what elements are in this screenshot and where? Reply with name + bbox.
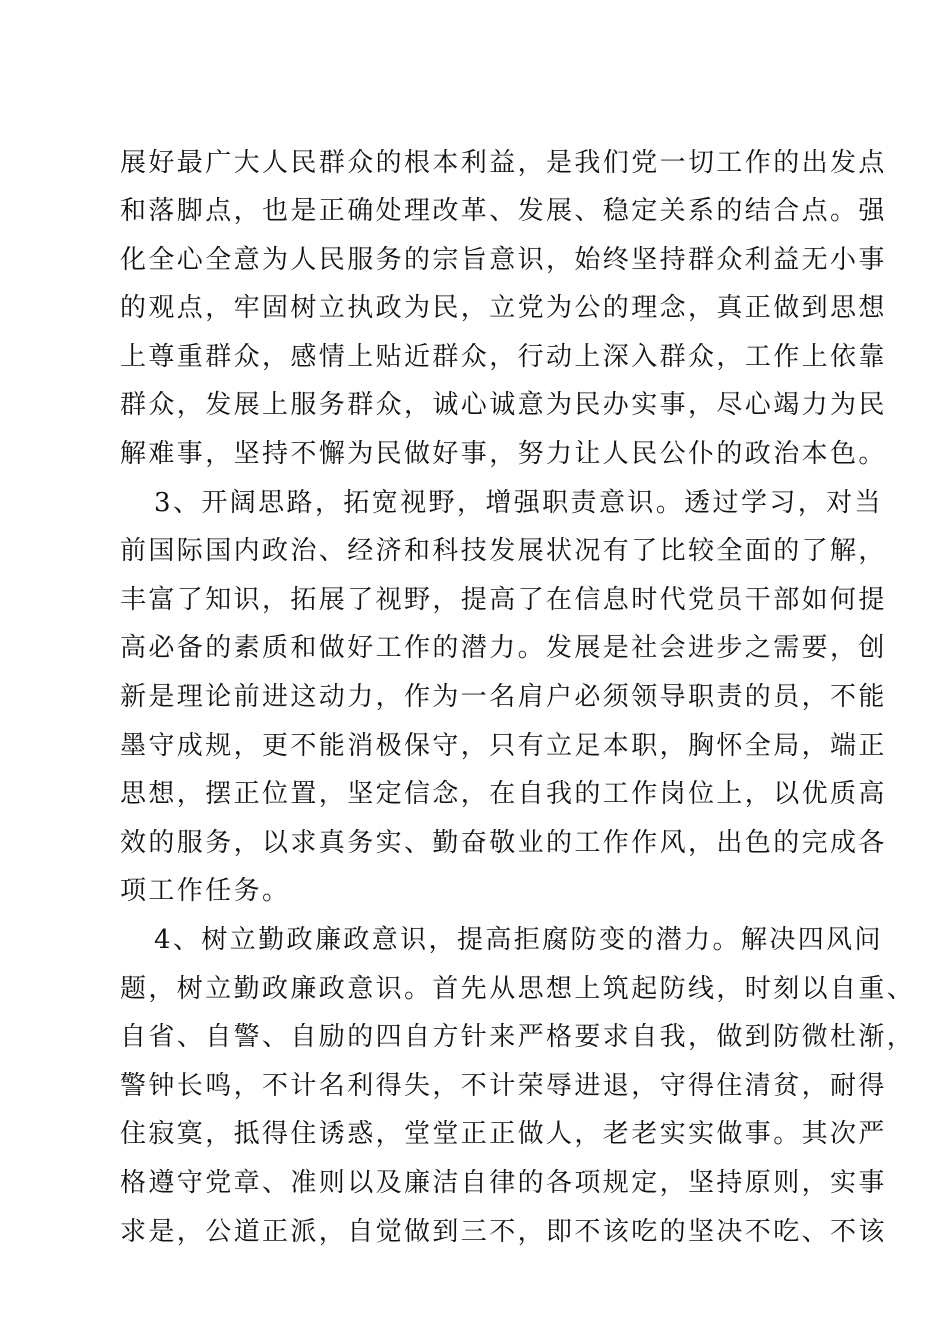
text-line: 群众，发展上服务群众，诚心诚意为民办实事，尽心竭力为民 [120, 390, 887, 420]
text-line: 和落脚点，也是正确处理改革、发展、稳定关系的结合点。强 [120, 196, 887, 226]
text-line: 化全心全意为人民服务的宗旨意识，始终坚持群众利益无小事 [120, 245, 887, 275]
text-line: 墨守成规，更不能消极保守，只有立足本职，胸怀全局，端正 [120, 731, 887, 761]
text-line: 住寂寞，抵得住诱惑，堂堂正正做人，老老实实做事。其次严 [120, 1119, 887, 1149]
text-line: 上尊重群众，感情上贴近群众，行动上深入群众，工作上依靠 [120, 342, 887, 372]
text-line: 项工作任务。 [120, 876, 291, 906]
text-line: 自省、自警、自励的四自方针来严格要求自我，做到防微杜渐， [120, 1022, 916, 1052]
text-line: 高必备的素质和做好工作的潜力。发展是社会进步之需要，创 [120, 633, 887, 663]
text-line: 丰富了知识，拓展了视野，提高了在信息时代党员干部如何提 [120, 585, 887, 615]
text-line: 格遵守党章、准则以及廉洁自律的各项规定，坚持原则，实事 [120, 1168, 887, 1198]
text-line: 的观点，牢固树立执政为民，立党为公的理念，真正做到思想 [120, 293, 887, 323]
text-line: 思想，摆正位置，坚定信念，在自我的工作岗位上，以优质高 [120, 779, 887, 809]
text-line: 前国际国内政治、经济和科技发展状况有了比较全面的了解， [120, 536, 887, 566]
paragraph-3-heading-line: 3、开阔思路，拓宽视野，增强职责意识。透过学习，对当 [154, 488, 883, 518]
text-line: 解难事，坚持不懈为民做好事，努力让人民公仆的政治本色。 [120, 439, 887, 469]
text-line: 题，树立勤政廉政意识。首先从思想上筑起防线，时刻以自重、 [120, 974, 916, 1004]
text-line: 求是，公道正派，自觉做到三不，即不该吃的坚决不吃、不该 [120, 1217, 887, 1247]
paragraph-4-heading-line: 4、树立勤政廉政意识，提高拒腐防变的潜力。解决四风问 [154, 925, 883, 955]
text-line: 效的服务，以求真务实、勤奋敬业的工作作风，出色的完成各 [120, 828, 887, 858]
text-line: 展好最广大人民群众的根本利益，是我们党一切工作的出发点 [120, 148, 887, 178]
text-line: 警钟长鸣，不计名利得失，不计荣辱进退，守得住清贫，耐得 [120, 1071, 887, 1101]
text-line: 新是理论前进这动力，作为一名肩户必须领导职责的员，不能 [120, 682, 887, 712]
